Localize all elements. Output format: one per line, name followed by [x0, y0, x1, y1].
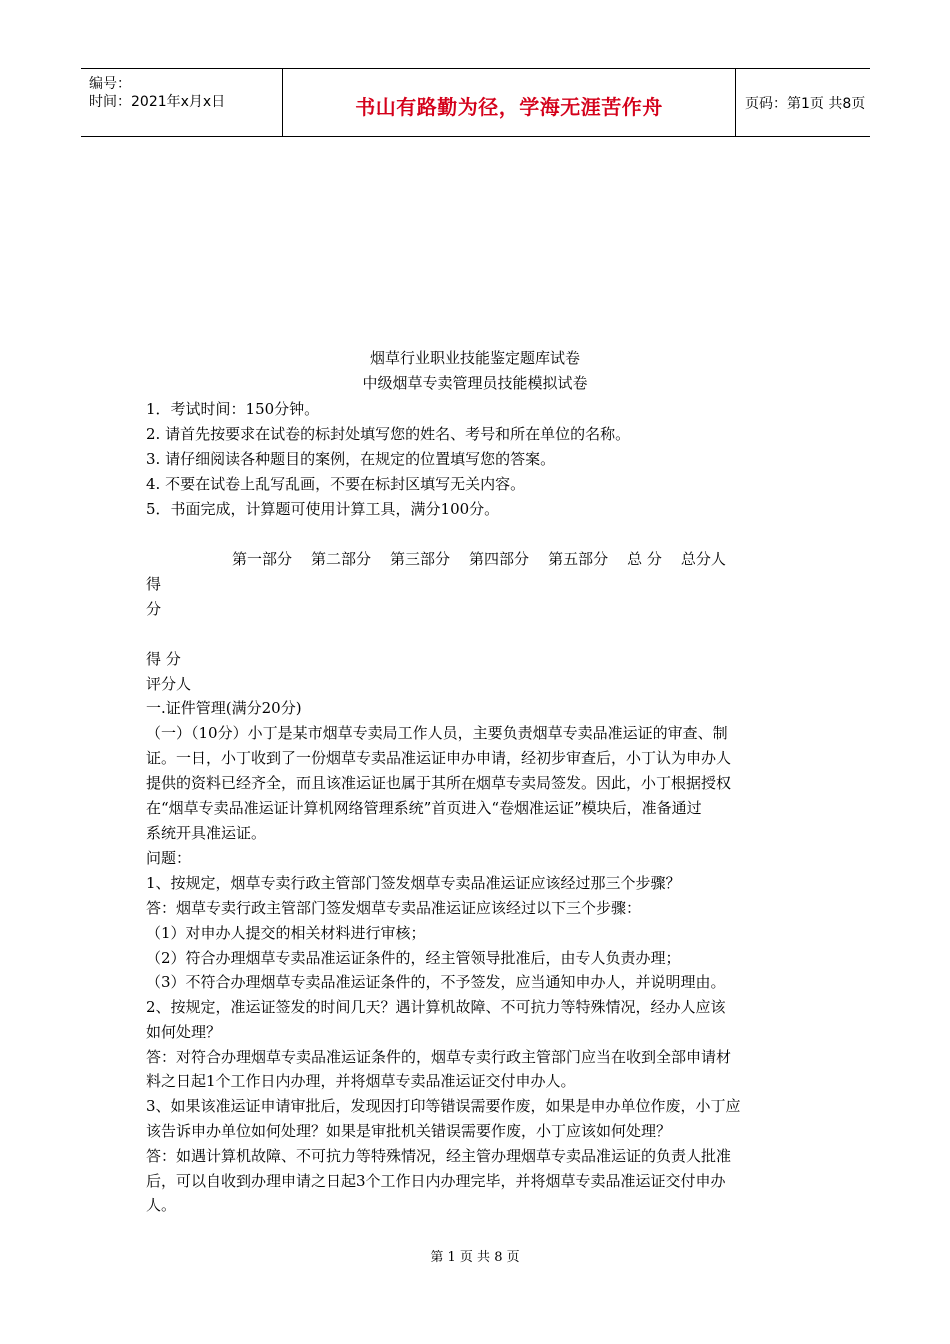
score-table-header: [232, 548, 745, 569]
score-row-label: 得: [146, 575, 162, 593]
instruction-item: 4. 不要在试卷上乱写乱画，不要在标封区填写无关内容。: [146, 475, 526, 493]
qa-line: 2、按规定，准运证签发的时间几天？遇计算机故障、不可抗力等特殊情况，经办人应该: [146, 998, 726, 1016]
score-col-header: 第三部分: [390, 550, 451, 568]
case-text-line: 证。一日，小丁收到了一份烟草专卖品准运证申办申请，经初步审查后，小丁认为申办人: [146, 749, 732, 767]
qa-line: 如何处理？: [146, 1023, 222, 1041]
case-text-line: 系统开具准运证。: [146, 824, 267, 842]
qa-line: 料之日起1个工作日内办理，并将烟草专卖品准运证交付申办人。: [146, 1072, 576, 1090]
document-time-label: 时间：2021年x月x日: [89, 94, 226, 110]
score-col-header: 第一部分: [232, 550, 293, 568]
score-col-header: 总 分: [627, 550, 662, 568]
document-header: [81, 68, 870, 137]
qa-line: 答：对符合办理烟草专卖品准运证条件的，烟草专卖行政主管部门应当在收到全部申请材: [146, 1048, 732, 1066]
score-col-header: 第四部分: [469, 550, 530, 568]
qa-line: （1）对申办人提交的相关材料进行审核；: [146, 924, 426, 942]
qa-line: 人。: [146, 1196, 177, 1214]
grader-reviewer-label: 评分人: [146, 675, 192, 693]
qa-line: （3）不符合办理烟草专卖品准运证条件的，不予签发，应当通知申办人，并说明理由。: [146, 973, 726, 991]
qa-line: 1、按规定，烟草专卖行政主管部门签发烟草专卖品准运证应该经过那三个步骤？: [146, 874, 681, 892]
qa-line: 该告诉申办单位如何处理？如果是审批机关错误需要作废，小丁应该如何处理？: [146, 1122, 672, 1140]
instruction-item: 1．考试时间：150分钟。: [146, 400, 320, 418]
instruction-item: 5．书面完成，计算题可使用计算工具，满分100分。: [146, 500, 500, 518]
qa-line: （2）符合办理烟草专卖品准运证条件的，经主管领导批准后，由专人负责办理；: [146, 949, 681, 967]
qa-line: 后，可以自收到办理申请之日起3个工作日内办理完毕，并将烟草专卖品准运证交付申办: [146, 1172, 726, 1190]
score-col-header: 第五部分: [548, 550, 609, 568]
questions-label: 问题：: [146, 849, 192, 867]
score-col-header: 第二部分: [311, 550, 372, 568]
header-center-cell: [282, 69, 736, 136]
qa-line: 答：如遇计算机故障、不可抗力等特殊情况，经主管办理烟草专卖品准运证的负责人批准: [146, 1147, 732, 1165]
exam-title-line1: 烟草行业职业技能鉴定题库试卷: [369, 349, 580, 367]
case-text-line: （一）（10分）小丁是某市烟草专卖局工作人员，主要负责烟草专卖品准运证的审查、制: [146, 724, 728, 742]
document-number-label: 编号：: [89, 76, 131, 92]
score-row-label: 分: [146, 600, 162, 618]
qa-line: 答：烟草专卖行政主管部门签发烟草专卖品准运证应该经过以下三个步骤：: [146, 899, 642, 917]
exam-title-line2: 中级烟草专卖管理员技能模拟试卷: [362, 374, 588, 392]
case-text-line: 在“烟草专卖品准运证计算机网络管理系统”首页进入“卷烟准运证”模块后，准备通过: [146, 799, 702, 817]
header-motto: 书山有路勤为径，学海无涯苦作舟: [355, 95, 663, 119]
case-text-line: 提供的资料已经齐全，而且该准运证也属于其所在烟草专卖局签发。因此，小丁根据授权: [146, 774, 732, 792]
page-footer: 第 1 页 共 8 页: [430, 1250, 520, 1265]
qa-line: 3、如果该准运证申请审批后，发现因打印等错误需要作废，如果是申办单位作废，小丁应: [146, 1097, 741, 1115]
header-left-cell: [81, 69, 281, 136]
grader-score-label: 得 分: [146, 650, 181, 668]
section-title: 一.证件管理(满分20分): [146, 699, 302, 717]
header-right-cell: [735, 69, 870, 136]
header-page-label: 页码：第1页 共8页: [745, 96, 866, 112]
instruction-item: 2. 请首先按要求在试卷的标封处填写您的姓名、考号和所在单位的名称。: [146, 425, 631, 443]
instruction-item: 3. 请仔细阅读各种题目的案例，在规定的位置填写您的答案。: [146, 450, 556, 468]
score-col-header: 总分人: [680, 550, 726, 568]
